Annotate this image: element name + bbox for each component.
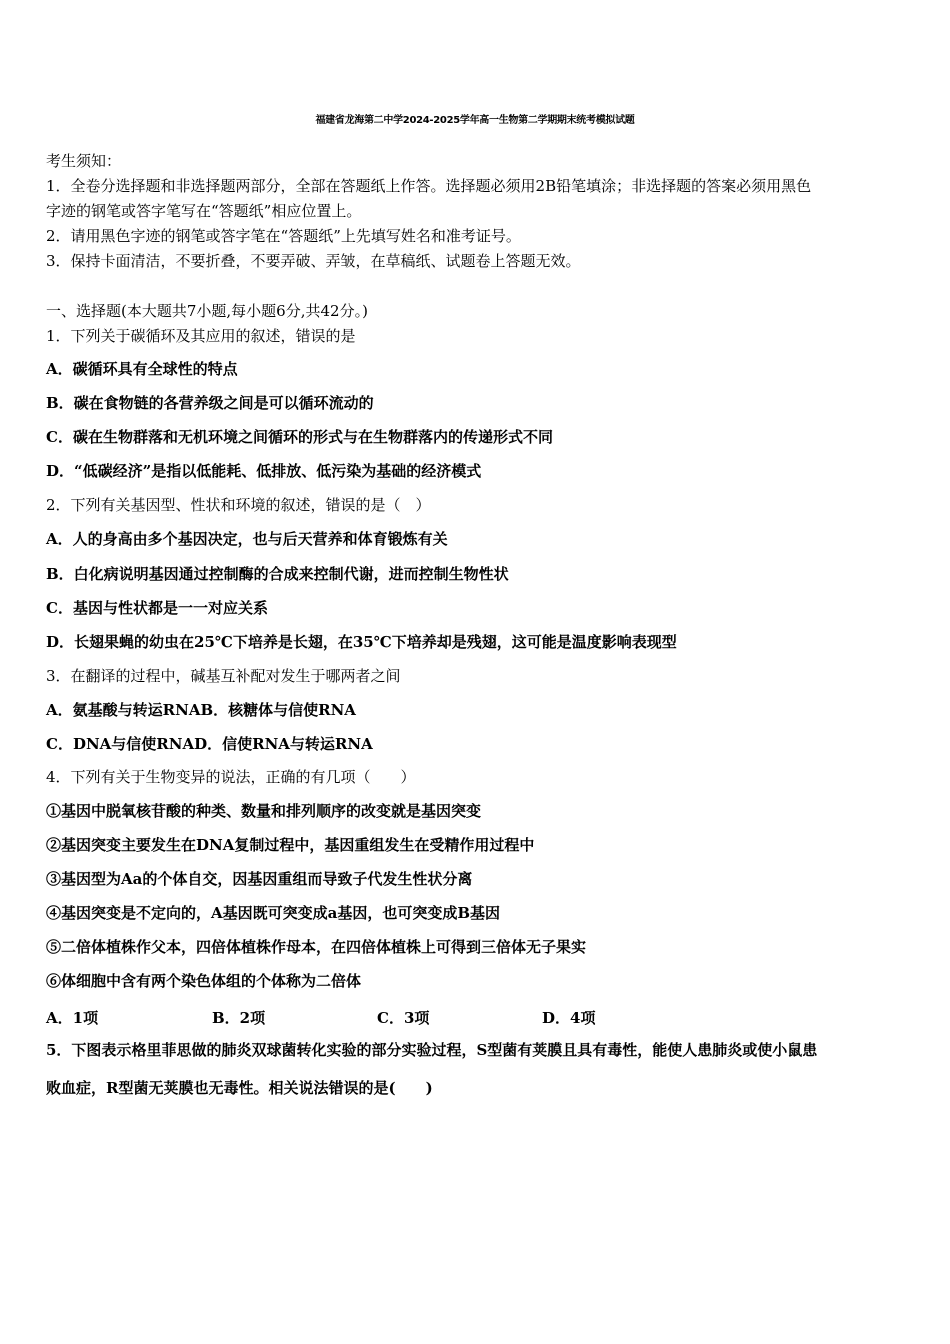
- page-title: 福建省龙海第二中学2024-2025学年高一生物第二学期期末统考模拟试题: [315, 115, 635, 126]
- q4-statement-3: ③基因型为Aa的个体自交，因基因重组而导致子代发生性状分离: [46, 870, 473, 888]
- q1-option-d: D．“低碳经济”是指以低能耗、低排放、低污染为基础的经济模式: [46, 462, 482, 480]
- q4-statement-1: ①基因中脱氧核苷酸的种类、数量和排列顺序的改变就是基因突变: [46, 802, 482, 820]
- q5-stem-cont: 败血症，R型菌无荚膜也无毒性。相关说法错误的是( ): [46, 1079, 433, 1097]
- q2-option-c: C．基因与性状都是一一对应关系: [46, 599, 268, 617]
- notice-item-3: 3．保持卡面清洁，不要折叠，不要弄破、弄皱，在草稿纸、试题卷上答题无效。: [46, 252, 581, 270]
- notice-item-2: 2．请用黑色字迹的钢笔或答字笔在“答题纸”上先填写姓名和准考证号。: [46, 227, 521, 245]
- section-heading: 一、选择题(本大题共7小题,每小题6分,共42分。): [46, 302, 368, 320]
- q2-option-a: A．人的身高由多个基因决定，也与后天营养和体育锻炼有关: [46, 530, 448, 548]
- q3-stem: 3．在翻译的过程中，碱基互补配对发生于哪两者之间: [46, 667, 401, 685]
- notice-item-1: 1．全卷分选择题和非选择题两部分，全部在答题纸上作答。选择题必须用2B铅笔填涂；非选择题的答案必须用黑色: [46, 177, 812, 195]
- q2-option-d: D．长翅果蝇的幼虫在25℃下培养是长翅，在35℃下培养却是残翅，这可能是温度影响表现型: [46, 633, 677, 651]
- q4-option-a: A．1项: [46, 1009, 99, 1027]
- q1-option-b: B．碳在食物链的各营养级之间是可以循环流动的: [46, 394, 374, 412]
- q1-option-c: C．碳在生物群落和无机环境之间循环的形式与在生物群落内的传递形式不同: [46, 428, 553, 446]
- q4-option-c: C．3项: [377, 1009, 430, 1027]
- q4-statement-2: ②基因突变主要发生在DNA复制过程中，基因重组发生在受精作用过程中: [46, 836, 535, 854]
- notice-item-1-cont: 字迹的钢笔或答字笔写在“答题纸”相应位置上。: [46, 202, 362, 220]
- q3-options-cd: C．DNA与信使RNAD．信使RNA与转运RNA: [46, 735, 373, 753]
- q4-statement-5: ⑤二倍体植株作父本，四倍体植株作母本，在四倍体植株上可得到三倍体无子果实: [46, 938, 587, 956]
- q4-option-d: D．4项: [542, 1009, 596, 1027]
- q4-statement-6: ⑥体细胞中含有两个染色体组的个体称为二倍体: [46, 972, 362, 990]
- q4-option-b: B．2项: [212, 1009, 266, 1027]
- q3-options-ab: A．氨基酸与转运RNAB．核糖体与信使RNA: [46, 701, 356, 719]
- q5-stem: 5．下图表示格里菲思做的肺炎双球菌转化实验的部分实验过程，S型菌有荚膜且具有毒性，能使人患肺炎或使小鼠患: [46, 1041, 818, 1059]
- q4-stem: 4．下列有关于生物变异的说法，正确的有几项（ ）: [46, 768, 416, 786]
- q2-option-b: B．白化病说明基因通过控制酶的合成来控制代谢，进而控制生物性状: [46, 565, 509, 583]
- q4-statement-4: ④基因突变是不定向的，A基因既可突变成a基因，也可突变成B基因: [46, 904, 501, 922]
- q1-option-a: A．碳循环具有全球性的特点: [46, 360, 238, 378]
- notice-heading: 考生须知：: [46, 152, 122, 170]
- q1-stem: 1．下列关于碳循环及其应用的叙述，错误的是: [46, 327, 356, 345]
- q2-stem: 2．下列有关基因型、性状和环境的叙述，错误的是（ ）: [46, 496, 431, 514]
